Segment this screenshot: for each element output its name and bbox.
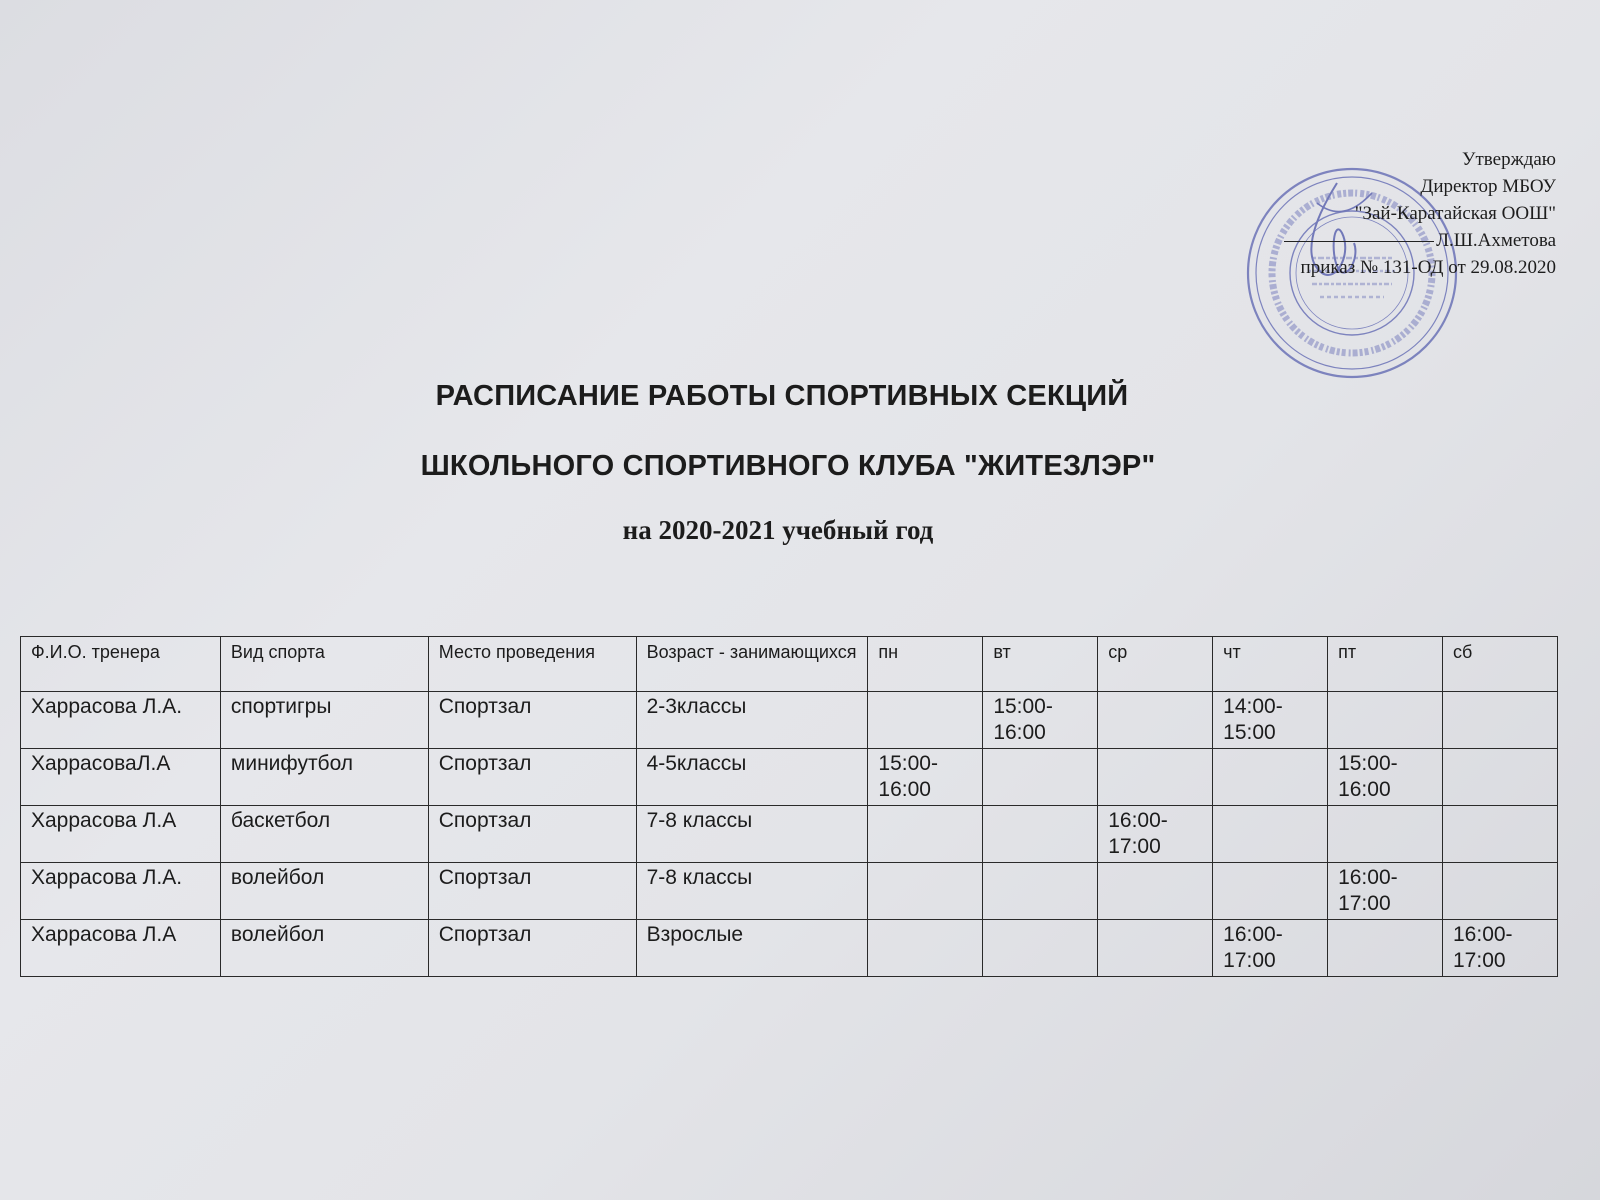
cell-thu bbox=[1213, 749, 1328, 806]
header-thu: чт bbox=[1213, 637, 1328, 692]
document-title: РАСПИСАНИЕ РАБОТЫ СПОРТИВНЫХ СЕКЦИЙ bbox=[435, 380, 1129, 412]
header-tue: вт bbox=[983, 637, 1098, 692]
cell-sat bbox=[1443, 806, 1558, 863]
table-row bbox=[21, 749, 1558, 806]
cell-tue: 15:00-16:00 bbox=[983, 692, 1098, 749]
approval-block bbox=[1284, 146, 1556, 281]
cell-fri bbox=[1328, 806, 1443, 863]
cell-fri: 15:00-16:00 bbox=[1328, 749, 1443, 806]
cell-fri bbox=[1328, 920, 1443, 977]
cell-sat bbox=[1443, 692, 1558, 749]
cell-mon bbox=[868, 863, 983, 920]
table-row bbox=[21, 920, 1558, 977]
cell-thu: 16:00-17:00 bbox=[1213, 920, 1328, 977]
table-row bbox=[21, 806, 1558, 863]
header-sat: сб bbox=[1443, 637, 1558, 692]
approval-title: Утверждаю bbox=[1462, 149, 1556, 170]
schedule-table bbox=[20, 636, 1558, 977]
cell-tue bbox=[983, 920, 1098, 977]
cell-mon bbox=[868, 806, 983, 863]
cell-venue: Спортзал bbox=[428, 920, 636, 977]
cell-sport: баскетбол bbox=[220, 806, 428, 863]
table-header-row bbox=[21, 637, 1558, 692]
header-wed: ср bbox=[1098, 637, 1213, 692]
cell-age: 2-3классы bbox=[636, 692, 868, 749]
table-row bbox=[21, 692, 1558, 749]
cell-venue: Спортзал bbox=[428, 692, 636, 749]
approval-signature-line bbox=[1284, 227, 1556, 254]
cell-mon bbox=[868, 692, 983, 749]
cell-wed: 16:00-17:00 bbox=[1098, 806, 1213, 863]
cell-tue bbox=[983, 806, 1098, 863]
header-mon: пн bbox=[868, 637, 983, 692]
cell-age: 7-8 классы bbox=[636, 806, 868, 863]
header-sport: Вид спорта bbox=[220, 637, 428, 692]
cell-venue: Спортзал bbox=[428, 863, 636, 920]
document-subtitle: ШКОЛЬНОГО СПОРТИВНОГО КЛУБА "ЖИТЕЗЛЭР" bbox=[420, 450, 1156, 482]
signature-underline bbox=[1284, 241, 1434, 242]
cell-venue: Спортзал bbox=[428, 749, 636, 806]
cell-coach: Харрасова Л.А. bbox=[21, 863, 221, 920]
cell-age: Взрослые bbox=[636, 920, 868, 977]
cell-coach: Харрасова Л.А bbox=[21, 806, 221, 863]
cell-mon bbox=[868, 920, 983, 977]
cell-thu bbox=[1213, 863, 1328, 920]
cell-wed bbox=[1098, 749, 1213, 806]
header-age: Возраст - занимающихся bbox=[636, 637, 868, 692]
header-coach: Ф.И.О. тренера bbox=[21, 637, 221, 692]
table-row bbox=[21, 863, 1558, 920]
cell-wed bbox=[1098, 920, 1213, 977]
cell-tue bbox=[983, 749, 1098, 806]
cell-wed bbox=[1098, 863, 1213, 920]
cell-sport: волейбол bbox=[220, 863, 428, 920]
cell-fri: 16:00-17:00 bbox=[1328, 863, 1443, 920]
cell-sport: волейбол bbox=[220, 920, 428, 977]
cell-fri bbox=[1328, 692, 1443, 749]
header-fri: пт bbox=[1328, 637, 1443, 692]
cell-sat bbox=[1443, 863, 1558, 920]
header-venue: Место проведения bbox=[428, 637, 636, 692]
cell-sat: 16:00-17:00 bbox=[1443, 920, 1558, 977]
approval-signatory: Л.Ш.Ахметова bbox=[1436, 230, 1556, 251]
cell-tue bbox=[983, 863, 1098, 920]
approval-order: приказ № 131-ОД от 29.08.2020 bbox=[1300, 257, 1556, 278]
cell-age: 4-5классы bbox=[636, 749, 868, 806]
cell-coach: ХаррасоваЛ.А bbox=[21, 749, 221, 806]
approval-school: "Зай-Каратайская ООШ" bbox=[1354, 203, 1556, 224]
document-period: на 2020-2021 учебный год bbox=[622, 515, 934, 545]
cell-thu: 14:00-15:00 bbox=[1213, 692, 1328, 749]
cell-wed bbox=[1098, 692, 1213, 749]
cell-sport: минифутбол bbox=[220, 749, 428, 806]
cell-venue: Спортзал bbox=[428, 806, 636, 863]
cell-thu bbox=[1213, 806, 1328, 863]
cell-mon: 15:00-16:00 bbox=[868, 749, 983, 806]
cell-age: 7-8 классы bbox=[636, 863, 868, 920]
cell-coach: Харрасова Л.А. bbox=[21, 692, 221, 749]
cell-coach: Харрасова Л.А bbox=[21, 920, 221, 977]
cell-sport: спортигры bbox=[220, 692, 428, 749]
approval-position: Директор МБОУ bbox=[1420, 176, 1556, 197]
cell-sat bbox=[1443, 749, 1558, 806]
